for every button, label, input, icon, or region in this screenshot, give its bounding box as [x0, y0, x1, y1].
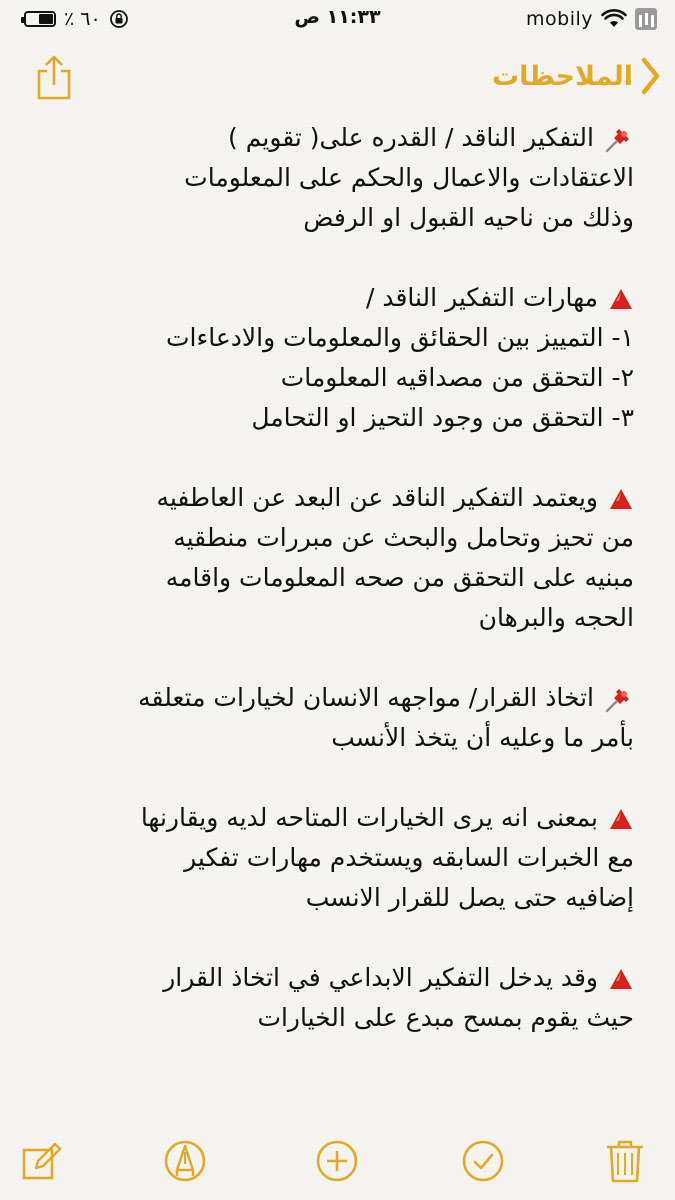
note-line [38, 358, 634, 398]
note-line-text: الحجه والبرهان [478, 603, 634, 632]
status-bar [0, 0, 675, 40]
note-line-text: ١- التمييز بين الحقائق والمعلومات والادعاءات [165, 323, 634, 352]
note-paragraph [38, 678, 634, 758]
red-triangle-icon [608, 287, 634, 311]
note-paragraph [38, 958, 634, 1038]
note-line [38, 478, 634, 518]
bottom-toolbar [0, 1130, 675, 1200]
note-line [38, 118, 634, 158]
note-line-text: الاعتقادات والاعمال والحكم على المعلومات [184, 163, 634, 192]
note-paragraph [38, 118, 634, 238]
status-right [526, 6, 657, 32]
note-line [38, 278, 634, 318]
note-line [38, 958, 634, 998]
note-line [38, 718, 634, 758]
note-line [38, 838, 634, 878]
note-line-text: ٢- التحقق من مصداقيه المعلومات [280, 363, 634, 392]
back-button[interactable] [492, 54, 661, 98]
note-line-text: بأمر ما وعليه أن يتخذ الأنسب [331, 723, 634, 752]
note-line [38, 398, 634, 438]
note-line [38, 198, 634, 238]
note-line-text: التفكير الناقد / القدره على( تقويم ) [228, 123, 594, 152]
carrier-name: mobily [526, 8, 593, 30]
red-triangle-icon [608, 487, 634, 511]
back-label: الملاحظات [491, 60, 633, 92]
note-line [38, 558, 634, 598]
note-line [38, 998, 634, 1038]
carrier-logo-icon [635, 8, 657, 30]
note-content[interactable] [38, 118, 634, 1128]
note-line-text: مبنيه على التحقق من صحه المعلومات واقامه [165, 563, 634, 592]
note-paragraph [38, 278, 634, 438]
battery-percent: ٪ ٦٠ [64, 8, 101, 30]
note-line [38, 158, 634, 198]
note-line-text: من تحيز وتحامل والبحث عن مبررات منطقيه [173, 523, 634, 552]
note-line [38, 678, 634, 718]
note-line-text: بمعنى انه يرى الخيارات المتاحه لديه ويقارنها [140, 803, 598, 832]
red-triangle-icon [608, 967, 634, 991]
pushpin-icon [604, 684, 634, 714]
note-line [38, 798, 634, 838]
note-line-text: مهارات التفكير الناقد / [365, 283, 598, 312]
chevron-left-icon [639, 57, 661, 95]
note-paragraph [38, 798, 634, 918]
trash-icon[interactable] [602, 1138, 648, 1184]
note-line [38, 598, 634, 638]
note-line-text: ويعتمد التفكير الناقد عن البعد عن العاطفيه [156, 483, 598, 512]
note-line-text: وقد يدخل التفكير الابداعي في اتخاذ القرار [163, 963, 598, 992]
note-line [38, 878, 634, 918]
note-line-text: ٣- التحقق من وجود التحيز او التحامل [251, 403, 634, 432]
wifi-icon [601, 9, 627, 29]
pushpin-icon [604, 124, 634, 154]
note-line [38, 318, 634, 358]
note-line [38, 518, 634, 558]
note-line-text: حيث يقوم بمسح مبدع على الخيارات [257, 1003, 634, 1032]
note-line-text: اتخاذ القرار/ مواجهه الانسان لخيارات متعلقه [138, 683, 594, 712]
markup-pen-icon[interactable] [162, 1138, 208, 1184]
note-line-text: وذلك من ناحيه القبول او الرفض [303, 203, 634, 232]
note-line-text: مع الخبرات السابقه ويستخدم مهارات تفكير [184, 843, 634, 872]
red-triangle-icon [608, 807, 634, 831]
note-paragraph [38, 478, 634, 638]
note-line-text: إضافيه حتى يصل للقرار الانسب [305, 883, 634, 912]
share-icon[interactable] [34, 55, 74, 101]
nav-bar [0, 40, 675, 112]
status-time: ١١:٣٣ ص [294, 6, 381, 28]
checkmark-circle-icon[interactable] [460, 1138, 506, 1184]
plus-circle-icon[interactable] [314, 1138, 360, 1184]
compose-icon[interactable] [18, 1138, 64, 1184]
